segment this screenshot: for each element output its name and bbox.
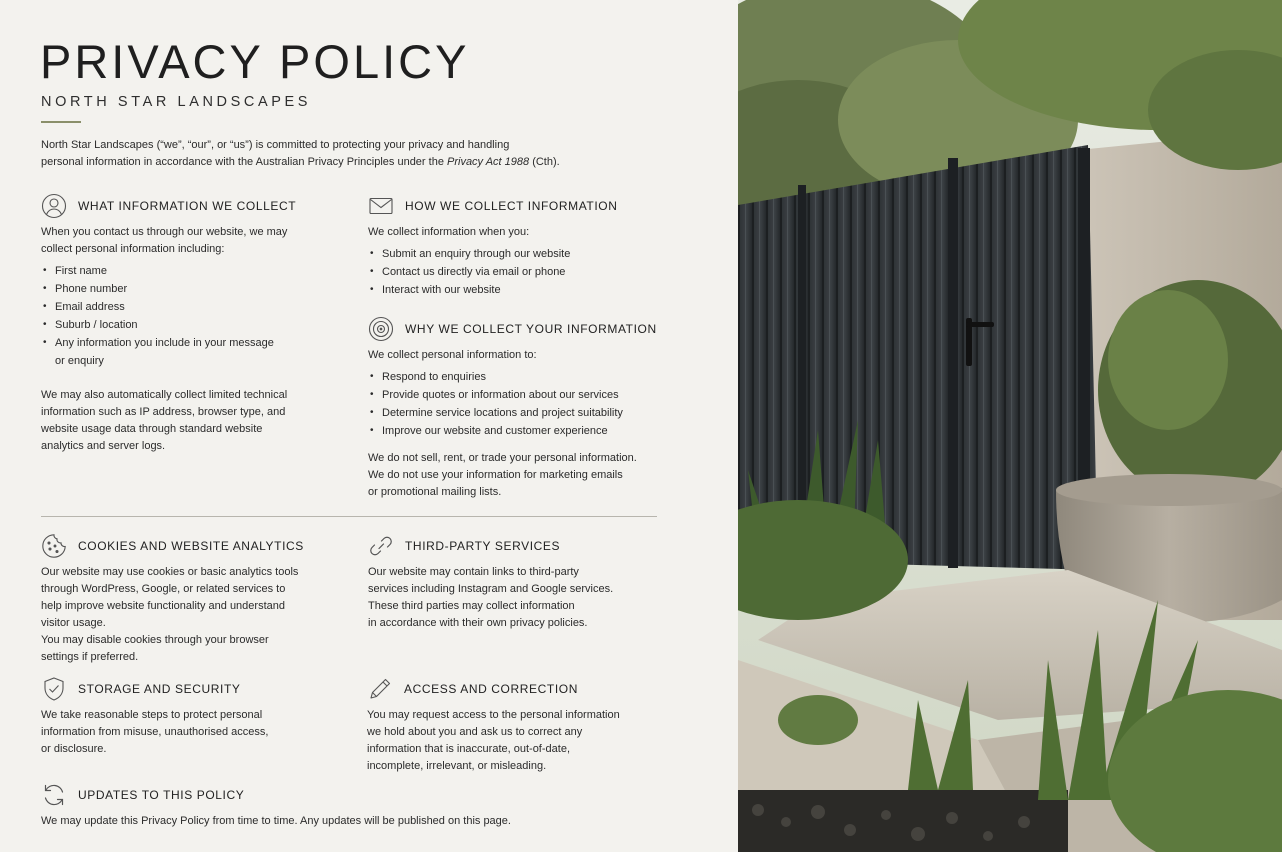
section-body: [41, 813, 681, 830]
section-intro: We collect information when you:: [368, 226, 530, 238]
intro-line-2: [41, 154, 641, 171]
section-text: Our website may contain links to third-party services including Instagram and Google services. These third parties may collect information in accordance with their own privacy policies.: [368, 566, 614, 629]
section-body: [41, 564, 341, 666]
list-item: • Email address: [41, 298, 341, 316]
section-cookies: [41, 533, 341, 666]
list-item: • Respond to enquiries: [368, 368, 668, 386]
link-icon: [368, 533, 394, 559]
section-header: [368, 533, 668, 559]
section-title: UPDATES TO THIS POLICY: [78, 788, 245, 802]
section-intro: We collect personal information to:: [368, 349, 537, 361]
intro-line-2-start: personal information in accordance with the Australian Privacy Principles under the: [41, 156, 447, 168]
section-title: ACCESS AND CORRECTION: [404, 682, 578, 696]
list-item: • Phone number: [41, 280, 341, 298]
section-title: THIRD-PARTY SERVICES: [405, 539, 561, 553]
section-text: Our website may use cookies or basic analytics tools through WordPress, Google, or related services to help improve website functionality and understand visitor usage. You may disable cookies through your browser settings if preferred.: [41, 566, 299, 663]
page-title: PRIVACY POLICY: [40, 35, 470, 88]
section-third-party: [368, 533, 668, 632]
intro-line-2-end: (Cth).: [529, 156, 560, 168]
section-outro: We do not sell, rent, or trade your personal information. We do not use your information for marketing emails or promotional mailing lists.: [368, 452, 637, 498]
section-body: [41, 707, 341, 758]
user-icon: [41, 193, 67, 219]
refresh-icon: [41, 782, 67, 808]
company-name: NORTH STAR LANDSCAPES: [41, 94, 312, 110]
bullet-list: [368, 368, 668, 440]
list-item: • Suburb / location: [41, 316, 341, 334]
section-title: HOW WE COLLECT INFORMATION: [405, 199, 618, 213]
bullet-list: [41, 262, 341, 370]
garden-photo-illustration: [738, 0, 1282, 852]
section-header: [41, 676, 341, 702]
garden-photo: [738, 0, 1282, 852]
section-text: We may update this Privacy Policy from time to time. Any updates will be published on this page.: [41, 815, 511, 827]
list-item: • Interact with our website: [368, 281, 668, 299]
section-intro: When you contact us through our website, we may collect personal information including:: [41, 226, 288, 255]
shield-check-icon: [41, 676, 67, 702]
list-item: • Determine service locations and project suitability: [368, 404, 668, 422]
list-item: • Submit an enquiry through our website: [368, 245, 668, 263]
section-header: [368, 316, 668, 342]
section-text: You may request access to the personal information we hold about you and ask us to correct any information that is inaccurate, out-of-date, incomplete, irrelevant, or misleading.: [367, 709, 620, 772]
section-title: WHY WE COLLECT YOUR INFORMATION: [405, 322, 657, 336]
section-header: [41, 782, 681, 808]
section-title: COOKIES AND WEBSITE ANALYTICS: [78, 539, 304, 553]
list-item: • Improve our website and customer experience: [368, 422, 668, 440]
section-text: We take reasonable steps to protect personal information from misuse, unauthorised access, or disclosure.: [41, 709, 269, 755]
title-underline: [41, 121, 81, 123]
list-item: • First name: [41, 262, 341, 280]
section-how-we-collect: [368, 193, 668, 303]
section-what-we-collect: [41, 193, 341, 455]
bullet-list: [368, 245, 668, 299]
section-divider: [41, 516, 657, 517]
section-body: [367, 707, 667, 775]
section-body: [368, 347, 668, 501]
pencil-icon: [367, 676, 393, 702]
privacy-act-name: Privacy Act 1988: [447, 156, 530, 168]
mail-icon: [368, 193, 394, 219]
list-item: • Any information you include in your message or enquiry: [41, 334, 341, 370]
list-item: • Contact us directly via email or phone: [368, 263, 668, 281]
section-header: [41, 533, 341, 559]
intro-paragraph: [41, 137, 641, 171]
section-header: [367, 676, 667, 702]
target-icon: [368, 316, 394, 342]
section-header: [41, 193, 341, 219]
cookie-icon: [41, 533, 67, 559]
section-why-we-collect: [368, 316, 668, 501]
section-updates: [41, 782, 681, 830]
section-storage-security: [41, 676, 341, 758]
section-body: [368, 224, 668, 299]
section-title: STORAGE AND SECURITY: [78, 682, 241, 696]
list-item: • Provide quotes or information about our services: [368, 386, 668, 404]
section-body: [368, 564, 668, 632]
section-body: [41, 224, 341, 455]
intro-line-1: North Star Landscapes (“we”, “our”, or “us”) is committed to protecting your privacy and handling: [41, 139, 510, 151]
section-header: [368, 193, 668, 219]
section-title: WHAT INFORMATION WE COLLECT: [78, 199, 297, 213]
section-access-correction: [367, 676, 667, 775]
section-outro: We may also automatically collect limited technical information such as IP address, browser type, and website usage data through standard website analytics and server logs.: [41, 389, 288, 452]
